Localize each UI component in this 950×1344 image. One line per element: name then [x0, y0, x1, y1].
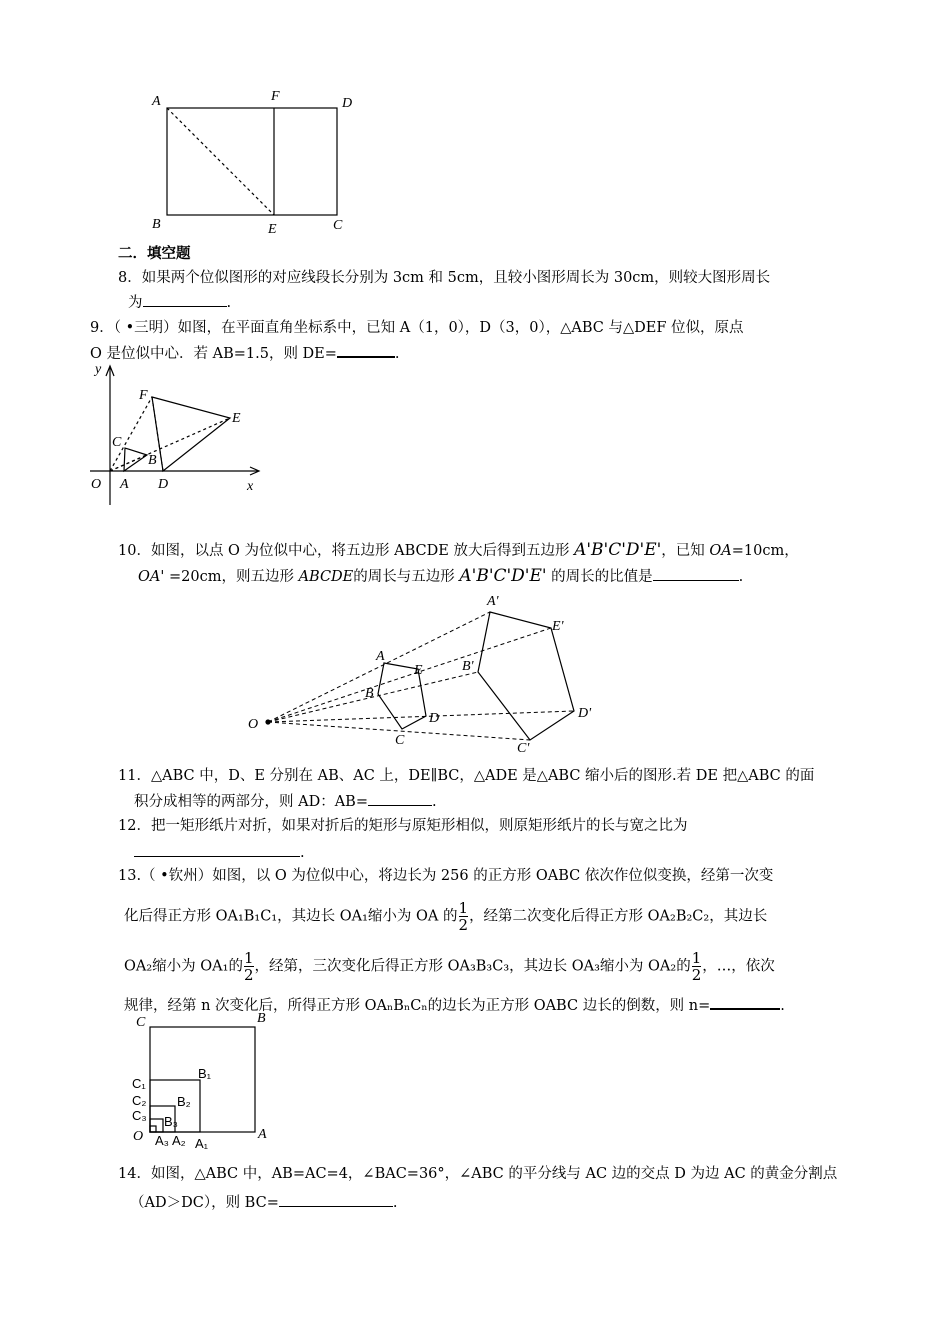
question-13-line2: [124, 900, 767, 933]
label-F: F: [139, 388, 148, 403]
label-C-prime: C': [517, 741, 530, 756]
label-E: E: [414, 663, 423, 678]
period: .: [226, 295, 232, 311]
q13-text: ，经第，三次变化后得正方形 OA₃B₃C₃，其边长 OA₃缩小为 OA₂的: [254, 958, 691, 975]
period: .: [780, 998, 785, 1014]
q10-text: 10．如图，以点 O 为位似中心，将五边形 ABCDE 放大后得到五边形: [118, 543, 575, 559]
label-C: C: [395, 733, 405, 748]
question-11-line2: [134, 791, 437, 812]
period: .: [738, 569, 744, 585]
label-D-prime: D': [578, 706, 592, 721]
rectangle-figure: [167, 108, 337, 215]
denominator: 2: [691, 966, 702, 984]
pentagon-primed: A'B'C'D'E': [459, 566, 547, 586]
q13-text: ，经第二次变化后得正方形 OA₂B₂C₂，其边长: [469, 908, 768, 925]
label-A-prime: A': [487, 594, 499, 609]
label-A: A: [120, 477, 129, 492]
answer-blank[interactable]: [143, 292, 227, 307]
question-11-line1: 11．△ABC 中，D、E 分别在 AB、AC 上，DE∥BC，△ADE 是△ABC 缩小后的图形.若 DE 把△ABC 的面: [118, 768, 815, 784]
label-E-prime: E': [552, 619, 564, 634]
label-D: D: [158, 477, 169, 492]
fraction-one-half: [692, 950, 702, 983]
fraction-one-half: [244, 950, 254, 983]
answer-blank[interactable]: [134, 842, 300, 857]
q14-text: （AD＞DC），则 BC=: [130, 1195, 279, 1211]
label-A3: A₃: [155, 1133, 169, 1148]
question-14-line2: [130, 1192, 397, 1213]
period: .: [300, 845, 305, 861]
question-9-line2: [90, 342, 400, 364]
q10-text: 的周长与五边形: [353, 569, 460, 585]
answer-blank[interactable]: [368, 791, 432, 806]
pentagon-primed: A'B'C'D'E': [574, 540, 662, 560]
q10-text: ，已知: [661, 543, 710, 559]
label-C: C: [333, 218, 343, 233]
label-B: B: [257, 1011, 266, 1026]
q13-text: ，…，依次: [702, 958, 775, 975]
q10-text: =10cm，: [731, 543, 799, 559]
label-B: B: [365, 686, 374, 701]
label-C1: C₁: [132, 1076, 146, 1091]
label-E: E: [232, 411, 241, 426]
question-13-line4: [124, 994, 785, 1016]
label-B3: B₃: [164, 1114, 178, 1129]
question-13-line3: [124, 950, 775, 983]
question-9-line1: 9．（ •三明）如图，在平面直角坐标系中，已知 A（1，0），D（3，0），△ABC 与△DEF 位似，原点: [90, 320, 744, 336]
answer-blank[interactable]: [653, 566, 739, 581]
question-12-line2: [134, 842, 305, 863]
answer-blank[interactable]: [337, 342, 395, 358]
question-12-line1: 12．把一矩形纸片对折，如果对折后的矩形与原矩形相似，则原矩形纸片的长与宽之比为: [118, 818, 688, 834]
label-x: x: [247, 479, 254, 494]
fraction-one-half: [459, 900, 469, 933]
label-A: A: [376, 649, 385, 664]
label-A: A: [258, 1127, 267, 1142]
q13-text: 化后得正方形 OA₁B₁C₁，其边长 OA₁缩小为 OA 的: [124, 908, 458, 925]
q13-text: OA₂缩小为 OA₁的: [124, 958, 243, 975]
label-B: B: [148, 453, 157, 468]
numerator: 1: [458, 899, 469, 917]
label-A: A: [152, 94, 161, 109]
q10-text: =20cm，则五边形: [164, 569, 299, 585]
period: .: [431, 794, 437, 810]
q8-prefix: 为: [128, 295, 143, 311]
period: .: [394, 346, 400, 362]
numerator: 1: [243, 949, 254, 967]
label-C2: C₂: [132, 1093, 147, 1108]
question-8-line1: 8．如果两个位似图形的对应线段长分别为 3cm 和 5cm，且较小图形周长为 30cm，则较大图形周长: [118, 270, 771, 286]
label-B2: B₂: [177, 1094, 191, 1109]
label-O: O: [133, 1129, 144, 1144]
label-O: O: [248, 717, 259, 732]
label-C: C: [112, 435, 122, 450]
label-B-prime: B': [462, 659, 474, 674]
pentagon-abcde: ABCDE: [298, 569, 354, 585]
label-A2: A₂: [172, 1133, 186, 1148]
oa: OA: [709, 543, 732, 559]
label-C: C: [136, 1015, 146, 1030]
q11-text: 积分成相等的两部分，则 AD：AB=: [134, 794, 368, 810]
question-10-line2: [138, 566, 743, 587]
denominator: 2: [243, 966, 254, 984]
question-10-line1: [118, 540, 799, 561]
answer-blank[interactable]: [710, 994, 780, 1010]
question-13-line1: 13.（ •钦州）如图，以 O 为位似中心，将边长为 256 的正方形 OABC 依次作位似变换，经第一次变: [118, 868, 774, 884]
denominator: 2: [458, 916, 469, 934]
q13-text: 规律，经第 n 次变化后，所得正方形 OAₙBₙCₙ的边长为正方形 OABC 边长的倒数，则 n=: [124, 998, 711, 1014]
label-C3: C₃: [132, 1108, 147, 1123]
label-D: D: [342, 96, 353, 111]
question-14-line1: 14．如图，△ABC 中，AB=AC=4，∠BAC=36°，∠ABC 的平分线与 AC 边的交点 D 为边 AC 的黄金分割点: [118, 1166, 838, 1182]
label-B1: B₁: [198, 1066, 212, 1081]
label-D: D: [429, 711, 440, 726]
label-E: E: [268, 222, 277, 237]
label-A1: A₁: [195, 1136, 209, 1151]
period: .: [392, 1195, 398, 1211]
q9-prefix: O 是位似中心．若 AB=1.5，则 DE=: [90, 346, 337, 362]
label-y: y: [95, 362, 102, 377]
label-O: O: [91, 477, 102, 492]
answer-blank[interactable]: [279, 1192, 393, 1207]
label-B: B: [152, 217, 161, 232]
section-title: 二．填空题: [118, 246, 191, 262]
q10-text: 的周长的比值是: [546, 569, 653, 585]
label-F: F: [271, 89, 280, 104]
question-8-line2: [128, 292, 231, 313]
numerator: 1: [691, 949, 702, 967]
oa-prime: OA': [138, 569, 165, 585]
